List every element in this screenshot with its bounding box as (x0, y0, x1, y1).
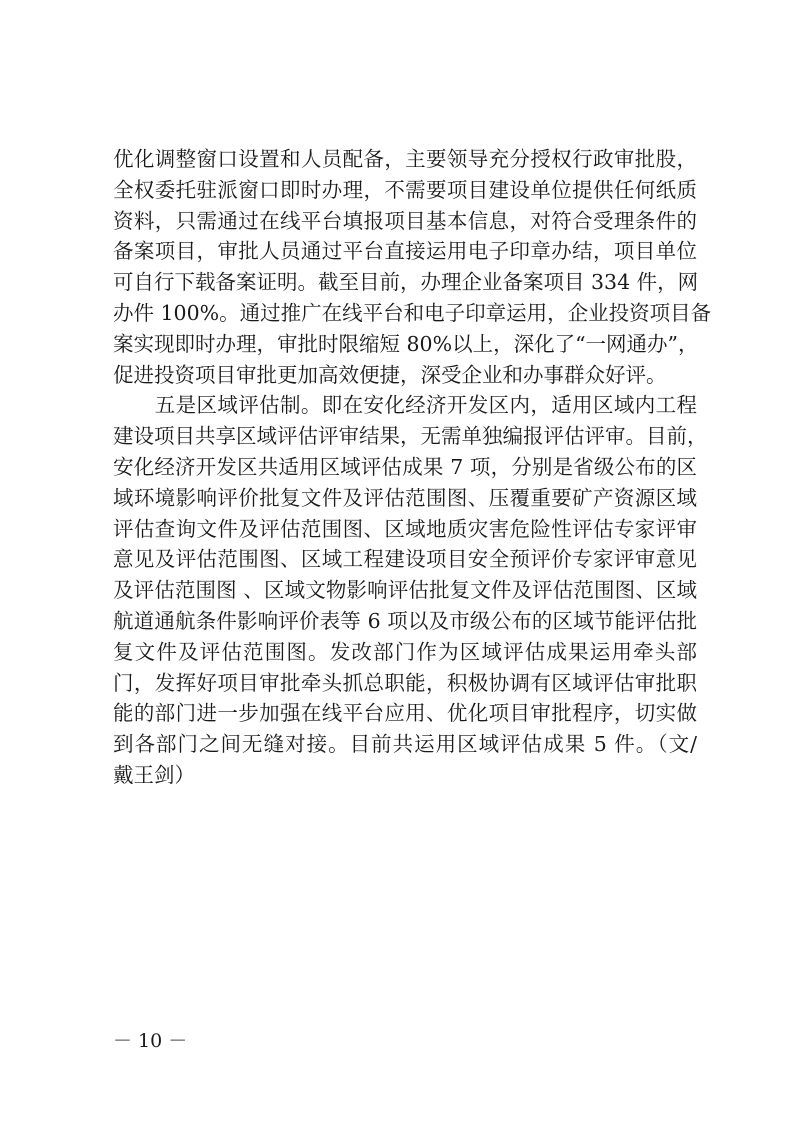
text-line: 意见及评估范围图、区域工程建设项目安全预评价专家评审意见 (113, 547, 697, 572)
text-line: 到各部门之间无缝对接。目前共运用区域评估成果 5 件。（文/ (113, 732, 697, 757)
text-line: 建设项目共享区域评估评审结果，无需单独编报评估评审。目前， (113, 424, 708, 449)
text-line-paragraph-end: 促进投资项目审批更加高效便捷，深受企业和办事群众好评。 (113, 362, 667, 387)
text-line: 备案项目，审批人员通过平台直接运用电子印章办结，项目单位 (113, 239, 697, 264)
text-line: 可自行下载备案证明。截至目前，办理企业备案项目 334 件，网 (113, 270, 699, 295)
body-text (113, 144, 712, 791)
text-line: 及评估范围图 、区域文物影响评估批复文件及评估范围图、区域 (113, 578, 697, 603)
text-line: 办件 100%。通过推广在线平台和电子印章运用，企业投资项目备 (113, 300, 712, 325)
text-line: 优化调整窗口设置和人员配备，主要领导充分授权行政审批股， (113, 147, 697, 171)
text-line: 案实现即时办理，审批时限缩短 80%以上，深化了“一网通办”， (113, 331, 699, 356)
text-line: 评估查询文件及评估范围图、区域地质灾害危险性评估专家评审 (113, 516, 697, 541)
text-line: 域环境影响评价批复文件及评估范围图、压覆重要矿产资源区域 (113, 485, 697, 510)
page-number: － 10 － (113, 1030, 188, 1052)
text-line: 航道通航条件影响评价表等 6 项以及市级公布的区域节能评估批 (113, 608, 697, 633)
text-line: 复文件及评估范围图。发改部门作为区域评估成果运用牵头部 (113, 639, 697, 664)
text-line: 能的部门进一步加强在线平台应用、优化项目审批程序，切实做 (113, 701, 697, 726)
author-line: 戴王剑） (113, 762, 195, 787)
text-line-paragraph-start: 五是区域评估制。即在安化经济开发区内，适用区域内工程 (113, 393, 697, 418)
text-line: 资料，只需通过在线平台填报项目基本信息，对符合受理条件的 (113, 208, 697, 233)
text-line: 门，发挥好项目审批牵头抓总职能，积极协调有区域评估审批职 (113, 670, 697, 695)
text-line: 安化经济开发区共适用区域评估成果 7 项，分别是省级公布的区 (113, 454, 697, 479)
text-line: 全权委托驻派窗口即时办理，不需要项目建设单位提供任何纸质 (113, 177, 697, 202)
